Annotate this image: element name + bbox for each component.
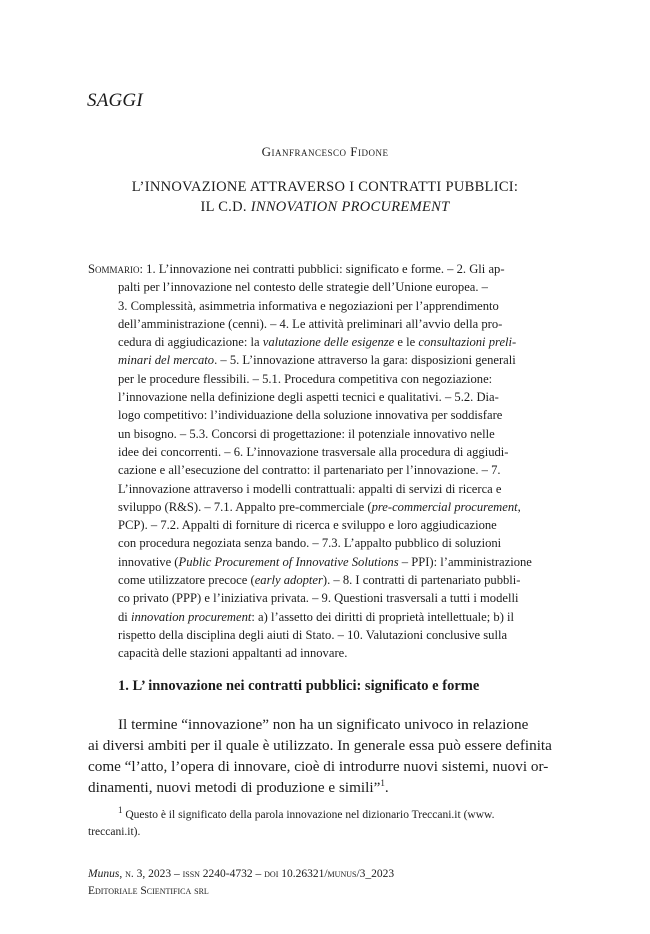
summary-abstract (88, 260, 554, 663)
body-paragraph (88, 714, 554, 798)
summary-text: palti per l’innovazione nel contesto delle strategie dell’Unione europea. – (118, 280, 488, 295)
summary-text: consultazioni preli- (418, 335, 517, 350)
summary-text: un bisogno. – 5.3. Concorsi di progettazione: il potenziale innovativo nelle (118, 426, 495, 441)
summary-text: L’innovazione attraverso i modelli contrattuali: appalti di servizi di ricerca e (118, 481, 502, 496)
summary-line (88, 608, 554, 626)
body-line: come “l’atto, l’opera di innovare, cioè di introdurre nuovi sistemi, nuovi or- (88, 758, 549, 775)
summary-line (88, 461, 554, 479)
section-label: SAGGI (87, 90, 143, 111)
summary-text: valutazione delle esigenze (262, 335, 395, 350)
footnote-line-1 (88, 807, 554, 824)
summary-line (88, 260, 554, 278)
summary-text: pre-commercial procurement (371, 499, 518, 514)
journal-name: Munus (88, 868, 120, 880)
footer-citation (88, 866, 394, 883)
summary-line (88, 370, 554, 388)
body-line: dinamenti, nuovi metodi di produzione e simili”$^1$. (88, 777, 389, 796)
summary-line (88, 425, 554, 443)
title-line-2-italic: INNOVATION PROCUREMENT (250, 199, 450, 215)
summary-line (88, 388, 554, 406)
summary-line (88, 351, 554, 369)
summary-line (88, 278, 554, 296)
summary-text: con procedura negoziata senza bando. – 7.3. L’appalto pubblico di soluzioni (118, 536, 502, 551)
body-line: Il termine “innovazione” non ha un significato univoco in relazione (118, 716, 529, 733)
summary-line (88, 534, 554, 552)
summary-text: l’innovazione nella definizione degli aspetti tecnici e qualitativi. – 5.2. Dia- (118, 390, 499, 405)
summary-text: di (118, 609, 131, 624)
summary-text: cedura di aggiudicazione: la (118, 335, 263, 350)
summary-line (88, 516, 554, 534)
footnote-line-2: treccani.it). (88, 826, 141, 838)
summary-text: co privato (PPP) e l’iniziativa privata. – 9. Questioni trasversali a tutti i modelli (118, 591, 519, 606)
title-line-2 (60, 197, 590, 217)
summary-line (88, 480, 554, 498)
summary-text: logo competitivo: l’individuazione della soluzione innovativa per soddisfare (118, 408, 503, 423)
summary-text: 3. Complessità, asimmetria informativa e negoziazioni per l’apprendimento (118, 298, 499, 313)
section-heading: 1. L’ innovazione nei contratti pubblici: significato e forme (118, 678, 480, 694)
summary-text: minari del mercato (118, 353, 215, 368)
summary-text: PCP). – 7.2. Appalti di forniture di ricerca e sviluppo e loro aggiudicazione (118, 518, 497, 533)
article-title (60, 177, 590, 217)
summary-text: – PPI): l’amministrazione (398, 554, 532, 569)
summary-text: ). – 8. I contratti di partenariato pubbli- (322, 573, 521, 588)
summary-text: rispetto della disciplina degli aiuti di Stato. – 10. Valutazioni conclusive sulla (118, 627, 508, 642)
summary-text: capacità delle stazioni appaltanti ad innovare. (118, 646, 348, 661)
summary-text: e le (394, 335, 419, 350)
summary-text: sviluppo (R&S). – 7.1. Appalto pre-commerciale ( (118, 499, 372, 514)
summary-text: dell’amministrazione (cenni). – 4. Le attività preliminari all’avvio della pro- (118, 316, 503, 331)
summary-line (88, 315, 554, 333)
summary-line (88, 626, 554, 644)
summary-text: per le procedure flessibili. – 5.1. Procedura competitiva con negoziazione: (118, 371, 493, 386)
footnote (88, 807, 554, 841)
summary-line (88, 553, 554, 571)
journal-citation: , n. 3, 2023 – issn 2240-4732 – doi 10.26321/munus/3_2023 (119, 868, 395, 880)
footnote-reference[interactable]: 1 (380, 777, 385, 788)
summary-line (88, 406, 554, 424)
footnote-marker: 1 (118, 805, 123, 816)
summary-text: cazione e all’esecuzione del contratto: il partenariato per l’innovazione. – 7. (118, 463, 501, 478)
summary-text: : 1. L’innovazione nei contratti pubblici: significato e forme. – 2. Gli ap- (139, 262, 505, 276)
summary-text: : a) l’assetto dei diritti di proprietà intellettuale; b) il (251, 609, 515, 624)
summary-text: , (517, 499, 521, 514)
page-footer (88, 866, 394, 900)
summary-text: Public Procurement of Innovative Solutions (178, 554, 399, 569)
summary-text: . – 5. L’innovazione attraverso la gara: disposizioni generali (214, 353, 516, 368)
summary-line (88, 571, 554, 589)
summary-text: come utilizzatore precoce ( (118, 573, 255, 588)
summary-line (88, 644, 554, 662)
body-line: ai diversi ambiti per il quale è utilizzato. In generale essa può essere definita (88, 737, 552, 754)
summary-line (88, 498, 554, 516)
title-line-2-prefix: IL C.D. (200, 199, 251, 215)
footnote-text-1: Questo è il significato della parola innovazione nel dizionario Treccani.it (www. (122, 809, 495, 821)
summary-line (88, 443, 554, 461)
summary-text: innovative ( (118, 554, 179, 569)
summary-line (88, 589, 554, 607)
summary-text: idee dei concorrenti. – 6. L’innovazione trasversale alla procedura di aggiudi- (118, 444, 509, 459)
summary-label: Sommario (88, 262, 140, 276)
publisher-name: Editoriale Scientifica srl (88, 885, 209, 897)
title-line-1: L’INNOVAZIONE ATTRAVERSO I CONTRATTI PUBBLICI: (131, 179, 519, 195)
summary-text: innovation procurement (130, 609, 252, 624)
summary-line (88, 333, 554, 351)
author-name: Gianfrancesco Fidone (261, 144, 389, 159)
summary-text: early adopter (254, 573, 323, 588)
summary-line (88, 297, 554, 315)
